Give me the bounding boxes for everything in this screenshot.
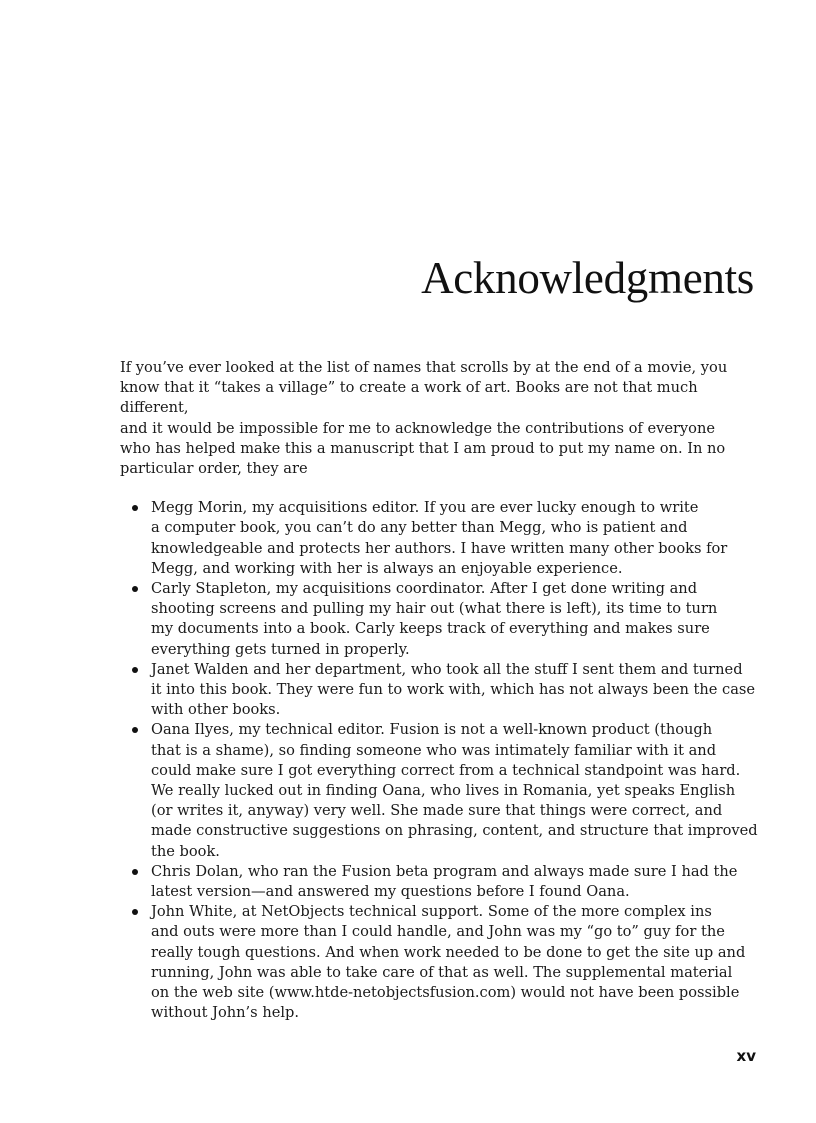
list-item-text: Oana Ilyes, my technical editor. Fusion is not a well-known product (though that is a shame), so finding someone who was intimately familiar with it and could make sure I got everything correct from a technical standpoint was hard. We really lucked out in finding Oana, who lives in Romania, yet speaks English (or writes it, anyway) very well. She made sure that things were correct, and made constructive suggestions on phrasing, content, and structure that improved the book.	[151, 721, 758, 860]
bullet-icon	[132, 909, 138, 915]
list-item	[120, 660, 762, 721]
list-item-text: Megg Morin, my acquisitions editor. If you are ever lucky enough to write a computer book, you can’t do any better than Megg, who is patient and knowledgeable and protects her authors. I have written many other books for Megg, and working with her is always an enjoyable experience.	[151, 499, 728, 577]
list-item-text: Carly Stapleton, my acquisitions coordinator. After I get done writing and shooting screens and pulling my hair out (what there is left), its time to turn my documents into a book. Carly keeps track of everything and makes sure everything gets turned in properly.	[151, 580, 718, 658]
page-number: xv	[736, 1047, 756, 1065]
list-item	[120, 862, 762, 902]
acknowledgments-body	[120, 358, 762, 1024]
list-item-text: Chris Dolan, who ran the Fusion beta program and always made sure I had the latest version—and answered my questions before I found Oana.	[151, 862, 738, 901]
acknowledgments-list	[120, 498, 762, 1023]
list-item	[120, 720, 762, 861]
bullet-icon	[132, 869, 138, 875]
list-item	[120, 498, 762, 579]
list-item	[120, 902, 762, 1023]
bullet-icon	[132, 667, 138, 673]
list-item-text: John White, at NetObjects technical support. Some of the more complex ins and outs were more than I could handle, and John was my “go to” guy for the really tough questions. And when work needed to be done to get the site up and running, John was able to take care of that as well. The supplemental material on the web site (www.htde-netobjectsfusion.com) would not have been possible without John’s help.	[151, 903, 746, 1022]
bullet-icon	[132, 586, 138, 592]
page-title: Acknowledgments	[421, 253, 754, 303]
bullet-icon	[132, 727, 138, 733]
bullet-icon	[132, 505, 138, 511]
list-item-text: Janet Walden and her department, who took all the stuff I sent them and turned it into this book. They were fun to work with, which has not always been the case with other books.	[151, 660, 756, 719]
intro-paragraph: If you’ve ever looked at the list of names that scrolls by at the end of a movie, you know that it “takes a village” to create a work of art. Books are not that much different, and it would be impossible for me to acknowledge the contributions of everyone who has helped make this a manuscript that I am proud to put my name on. In no particular order, they are	[120, 359, 728, 478]
list-item	[120, 579, 762, 660]
